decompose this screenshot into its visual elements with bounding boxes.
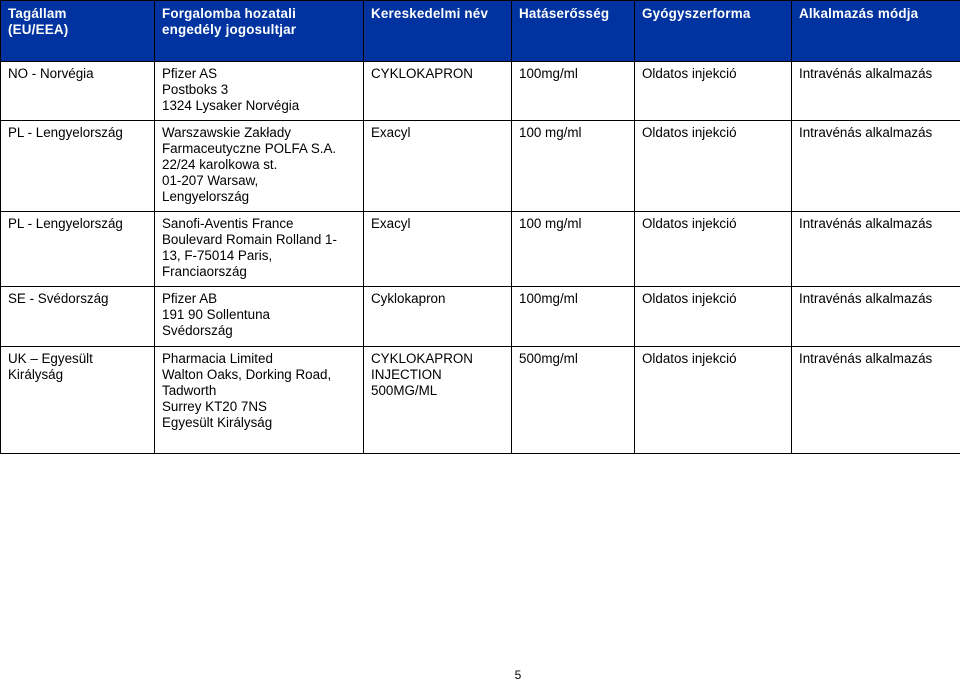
- cell-strength: 100 mg/ml: [512, 121, 635, 212]
- cell-holder: Pfizer AB 191 90 Sollentuna Svédország: [155, 287, 364, 347]
- cell-route: Intravénás alkalmazás: [792, 347, 960, 454]
- cell-form: Oldatos injekció: [635, 62, 792, 121]
- cell-holder: Sanofi-Aventis France Boulevard Romain Rolland 1- 13, F-75014 Paris, Franciaország: [155, 212, 364, 287]
- table-row: [1, 347, 960, 454]
- cell-strength: 500mg/ml: [512, 347, 635, 454]
- cell-route: Intravénás alkalmazás: [792, 212, 960, 287]
- cell-holder: Pharmacia Limited Walton Oaks, Dorking Road, Tadworth Surrey KT20 7NS Egyesült Királyság: [155, 347, 364, 454]
- cell-state: NO - Norvégia: [1, 62, 155, 121]
- header-form: Gyógyszerforma: [635, 1, 792, 62]
- header-member-state: Tagállam (EU/EEA): [1, 1, 155, 62]
- cell-form: Oldatos injekció: [635, 212, 792, 287]
- header-route: Alkalmazás módja: [792, 1, 960, 62]
- cell-name: Cyklokapron: [364, 287, 512, 347]
- header-trade-name: Kereskedelmi név: [364, 1, 512, 62]
- cell-name: CYKLOKAPRON: [364, 62, 512, 121]
- cell-strength: 100mg/ml: [512, 287, 635, 347]
- cell-name: CYKLOKAPRON INJECTION 500MG/ML: [364, 347, 512, 454]
- table-row: [1, 287, 960, 347]
- cell-form: Oldatos injekció: [635, 121, 792, 212]
- cell-holder: Warszawskie Zakłady Farmaceutyczne POLFA S.A. 22/24 karolkowa st. 01-207 Warsaw, Lengyelország: [155, 121, 364, 212]
- cell-strength: 100 mg/ml: [512, 212, 635, 287]
- cell-strength: 100mg/ml: [512, 62, 635, 121]
- page-number: 5: [514, 668, 522, 682]
- cell-form: Oldatos injekció: [635, 347, 792, 454]
- cell-state: UK – Egyesült Királyság: [1, 347, 155, 454]
- table-row: [1, 212, 960, 287]
- cell-form: Oldatos injekció: [635, 287, 792, 347]
- cell-name: Exacyl: [364, 212, 512, 287]
- header-row: [1, 1, 960, 62]
- header-holder: Forgalomba hozatali engedély jogosultjar: [155, 1, 364, 62]
- cell-state: PL - Lengyelország: [1, 212, 155, 287]
- cell-holder: Pfizer AS Postboks 3 1324 Lysaker Norvégia: [155, 62, 364, 121]
- cell-route: Intravénás alkalmazás: [792, 121, 960, 212]
- cell-route: Intravénás alkalmazás: [792, 62, 960, 121]
- header-strength: Hatáserősség: [512, 1, 635, 62]
- cell-route: Intravénás alkalmazás: [792, 287, 960, 347]
- cell-state: SE - Svédország: [1, 287, 155, 347]
- table-row: [1, 121, 960, 212]
- cell-name: Exacyl: [364, 121, 512, 212]
- cell-state: PL - Lengyelország: [1, 121, 155, 212]
- table-row: [1, 62, 960, 121]
